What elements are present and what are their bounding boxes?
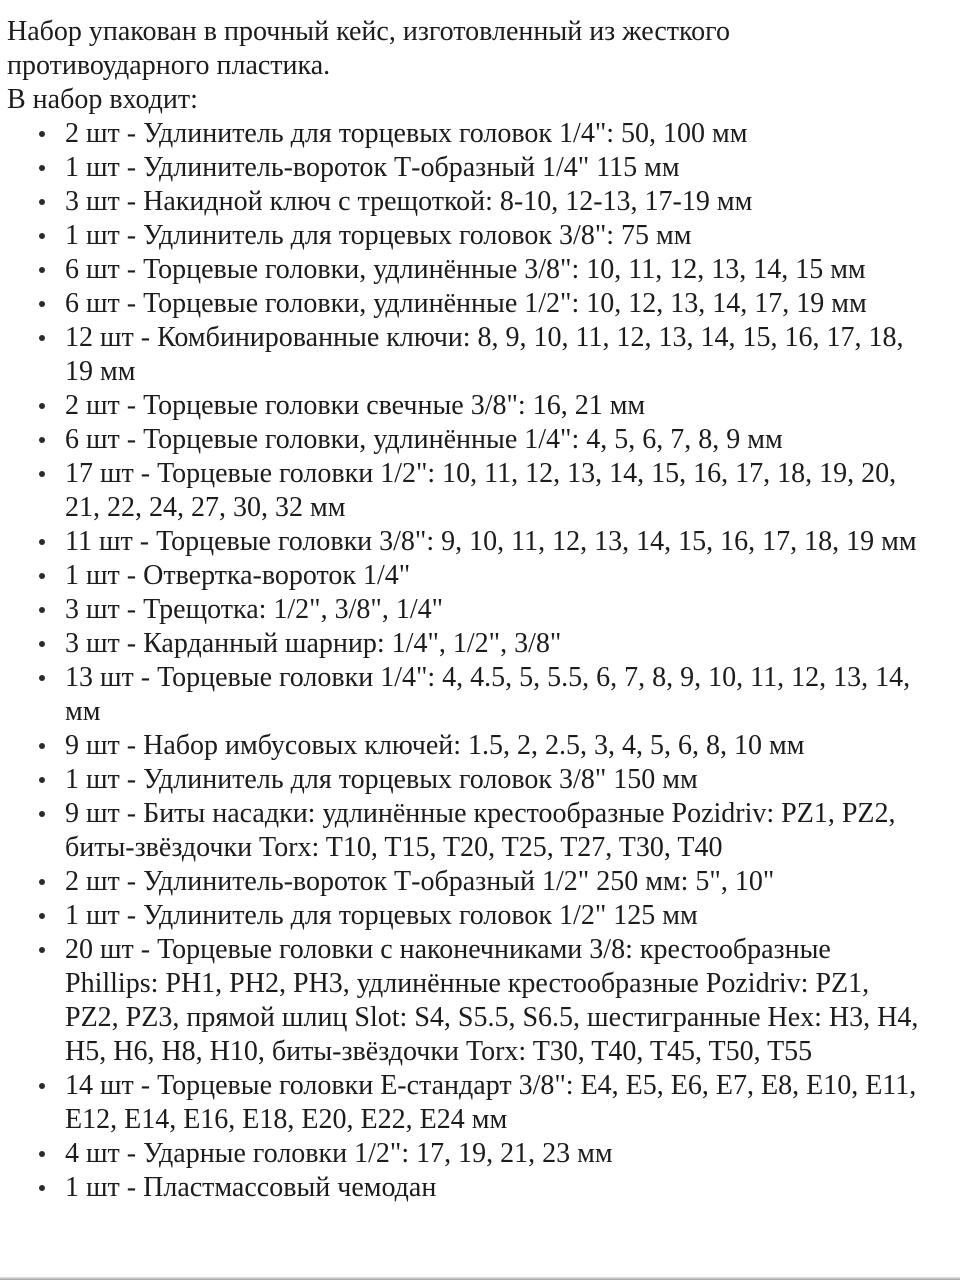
list-item: 3 шт - Накидной ключ с трещоткой: 8-10, 12-13, 17-19 мм bbox=[65, 185, 936, 219]
list-heading: В набор входит: bbox=[7, 84, 198, 115]
intro-line: Набор упакован в прочный кейс, изготовленный из жесткого bbox=[7, 16, 730, 47]
list-item: 6 шт - Торцевые головки, удлинённые 1/2": 10, 12, 13, 14, 17, 19 мм bbox=[65, 287, 936, 321]
contents-list bbox=[7, 117, 936, 1205]
list-item: 17 шт - Торцевые головки 1/2": 10, 11, 12, 13, 14, 15, 16, 17, 18, 19, 20, 21, 22, 24, 27, 30, 32 мм bbox=[65, 457, 936, 525]
list-item: 9 шт - Биты насадки: удлинённые крестообразные Pozidriv: PZ1, PZ2, биты-звёздочки Torx: T10, T15, T20, T25, T27, T30, T40 bbox=[65, 797, 936, 865]
list-item: 3 шт - Карданный шарнир: 1/4", 1/2", 3/8" bbox=[65, 627, 936, 661]
list-item: 14 шт - Торцевые головки Е-стандарт 3/8": E4, E5, E6, E7, E8, E10, E11, E12, E14, E16, E18, E20, E22, E24 мм bbox=[65, 1069, 936, 1137]
intro-paragraph bbox=[7, 15, 936, 83]
list-item: 1 шт - Удлинитель-вороток Т-образный 1/4" 115 мм bbox=[65, 151, 936, 185]
list-item: 2 шт - Торцевые головки свечные 3/8": 16, 21 мм bbox=[65, 389, 936, 423]
list-item: 6 шт - Торцевые головки, удлинённые 3/8": 10, 11, 12, 13, 14, 15 мм bbox=[65, 253, 936, 287]
list-item: 1 шт - Удлинитель для торцевых головок 1/2" 125 мм bbox=[65, 899, 936, 933]
list-item: 1 шт - Удлинитель для торцевых головок 3/8": 75 мм bbox=[65, 219, 936, 253]
list-item: 1 шт - Удлинитель для торцевых головок 3/8" 150 мм bbox=[65, 763, 936, 797]
list-item: 3 шт - Трещотка: 1/2", 3/8", 1/4" bbox=[65, 593, 936, 627]
list-item: 1 шт - Пластмассовый чемодан bbox=[65, 1171, 936, 1205]
list-item: 1 шт - Отвертка-вороток 1/4" bbox=[65, 559, 936, 593]
list-item: 4 шт - Ударные головки 1/2": 17, 19, 21, 23 мм bbox=[65, 1137, 936, 1171]
list-item: 20 шт - Торцевые головки с наконечниками 3/8: крестообразные Phillips: PH1, PH2, PH3, удлинённые крестообразные Pozidriv: PZ1, PZ2, PZ3, прямой шлиц Slot: S4, S5.5, S6.5, шестигранные Hex: H3, H4, H5, H6, H8, H10, биты-звёздочки Torx: T30, T40, T45, T50, T55 bbox=[65, 933, 936, 1069]
list-item: 11 шт - Торцевые головки 3/8": 9, 10, 11, 12, 13, 14, 15, 16, 17, 18, 19 мм bbox=[65, 525, 936, 559]
list-item: 2 шт - Удлинитель для торцевых головок 1/4": 50, 100 мм bbox=[65, 117, 936, 151]
list-item: 2 шт - Удлинитель-вороток Т-образный 1/2" 250 мм: 5", 10" bbox=[65, 865, 936, 899]
list-item: 13 шт - Торцевые головки 1/4": 4, 4.5, 5, 5.5, 6, 7, 8, 9, 10, 11, 12, 13, 14, мм bbox=[65, 661, 936, 729]
intro-line: противоударного пластика. bbox=[7, 50, 331, 81]
list-item: 9 шт - Набор имбусовых ключей: 1.5, 2, 2.5, 3, 4, 5, 6, 8, 10 мм bbox=[65, 729, 936, 763]
list-item: 12 шт - Комбинированные ключи: 8, 9, 10, 11, 12, 13, 14, 15, 16, 17, 18, 19 мм bbox=[65, 321, 936, 389]
list-item: 6 шт - Торцевые головки, удлинённые 1/4": 4, 5, 6, 7, 8, 9 мм bbox=[65, 423, 936, 457]
